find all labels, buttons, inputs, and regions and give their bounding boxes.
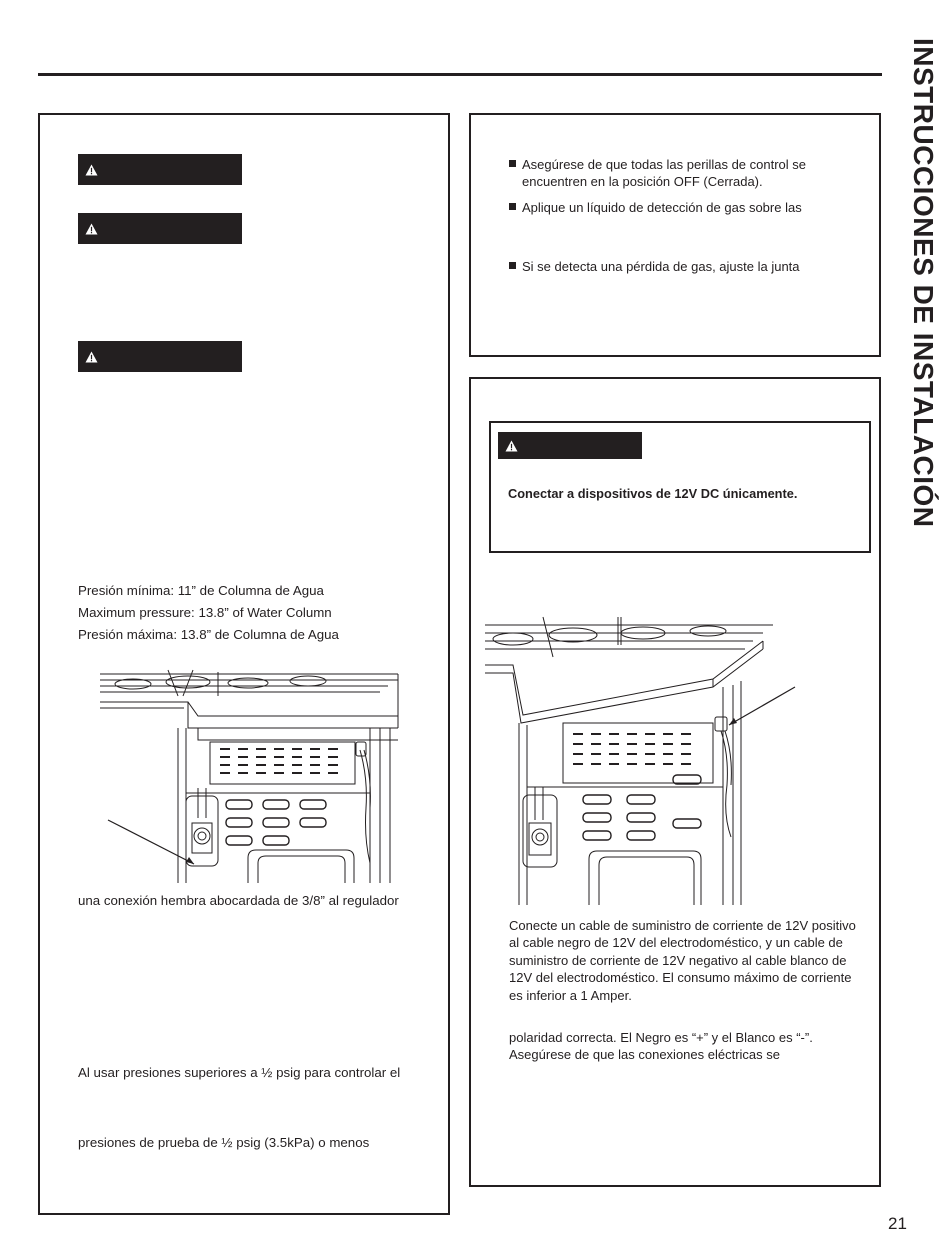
leak-test-bullet-1: Asegúrese de que todas las perillas de control se encuentren en la posición OFF (Cerrada).	[509, 156, 849, 190]
bullet-square-icon	[509, 203, 516, 210]
bullet-square-icon	[509, 160, 516, 167]
polarity-paragraph: polaridad correcta. El Negro es “+” y el Blanco es “-”. Asegúrese de que las conexiones eléctricas se	[509, 1030, 813, 1063]
min-pressure-line: Presión mínima: 11” de Columna de Agua	[78, 583, 324, 598]
warning-bar-1	[78, 154, 242, 185]
electrical-box	[469, 377, 881, 1187]
leak-test-bullet-3: Si se detecta una pérdida de gas, ajuste la junta	[509, 258, 849, 275]
max-pressure-line-en: Maximum pressure: 13.8” of Water Column	[78, 605, 332, 620]
top-rule	[38, 73, 882, 76]
test-pressure-text: presiones de prueba de ½ psig (3.5kPa) o menos	[78, 1135, 370, 1150]
warning-triangle-icon	[505, 440, 518, 452]
electrical-warning-text: Conectar a dispositivos de 12V DC únicamente.	[508, 486, 798, 501]
warning-triangle-icon	[85, 164, 98, 176]
max-pressure-line-es: Presión máxima: 13.8” de Columna de Agua	[78, 627, 339, 642]
wiring-paragraph: Conecte un cable de suministro de corriente de 12V positivo al cable negro de 12V del electrodoméstico, y un cable de suministro de corriente de 12V negativo al cable blanco de 12V del electrodoméstico. El consumo máximo de corriente es inferior a 1 Amper.	[509, 918, 856, 1003]
leak-test-box	[469, 113, 881, 357]
electrical-warning-bar	[498, 432, 642, 459]
side-title: INSTRUCCIONES DE INSTALACIÓN	[908, 38, 939, 528]
range-gas-regulator-illustration	[98, 668, 408, 883]
bullet-square-icon	[509, 262, 516, 269]
warning-bar-2	[78, 213, 242, 244]
connection-text: una conexión hembra abocardada de 3/8” al regulador	[78, 893, 399, 908]
page-number: 21	[888, 1214, 907, 1233]
electrical-warning-box	[489, 421, 871, 553]
warning-triangle-icon	[85, 351, 98, 363]
high-pressure-text: Al usar presiones superiores a ½ psig para controlar el	[78, 1065, 401, 1080]
leak-test-bullet-2: Aplique un líquido de detección de gas sobre las	[509, 199, 849, 216]
range-12v-wire-illustration	[483, 615, 813, 905]
left-section-box	[38, 113, 450, 1215]
warning-triangle-icon	[85, 223, 98, 235]
warning-bar-3	[78, 341, 242, 372]
